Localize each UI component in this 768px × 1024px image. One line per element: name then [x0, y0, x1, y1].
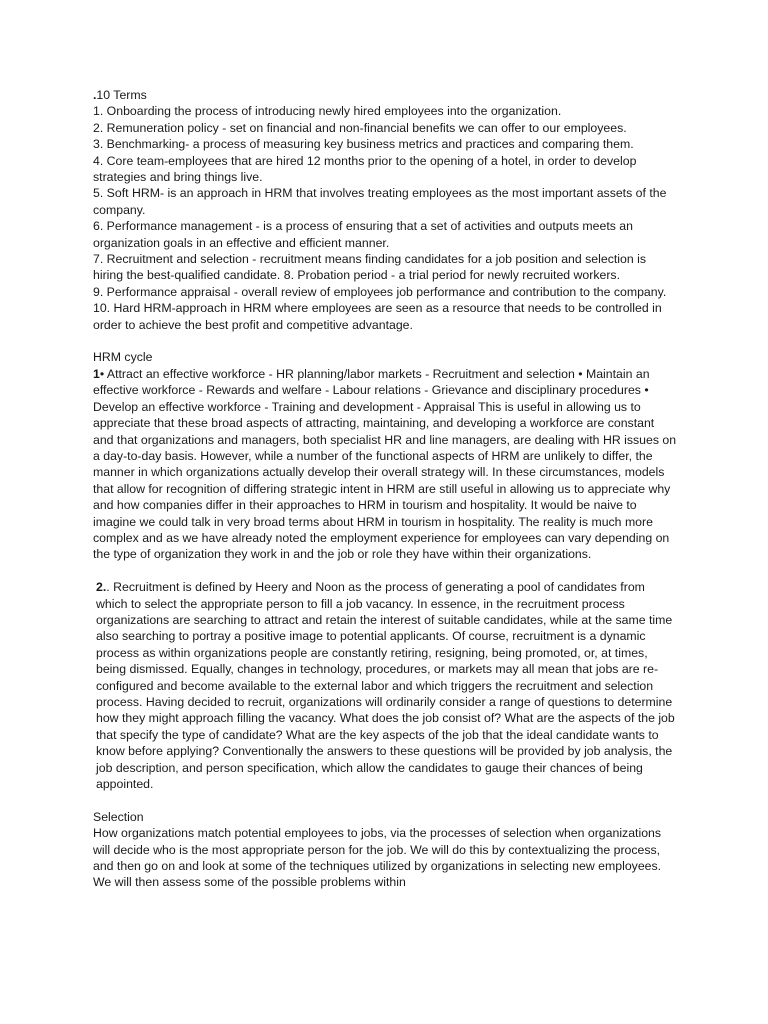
term-item: 1. Onboarding the process of introducing newly hired employees into the organization.	[93, 104, 562, 119]
selection-heading: Selection	[93, 809, 144, 824]
spacer	[93, 563, 678, 579]
spacer	[93, 792, 678, 808]
recruitment-paragraph	[93, 579, 678, 792]
term-item: 9. Performance appraisal - overall review of employees job performance and contribution to the company.	[93, 284, 667, 299]
term-item: 5. Soft HRM- is an approach in HRM that involves treating employees as the most important assets of the company.	[93, 186, 667, 217]
hrm-cycle-number: 1	[93, 366, 100, 381]
term-item: 10. Hard HRM-approach in HRM where employees are seen as a resource that needs to be controlled in order to achieve the best profit and competitive advantage.	[93, 301, 662, 332]
recruitment-text: . Recruitment is defined by Heery and Noon as the process of generating a pool of candidates from which to select the appropriate person to fill a job vacancy. In essence, in the recruitment process organizations are searching to attract and retain the interest of suitable candidates, while at the same time also searching to portray a positive image to potential applicants. Of course, recruitment is a dynamic process as within organizations people are constantly retiring, resigning, being promoted, or, at times, being dismissed. Equally, changes in technology, procedures, or markets may all mean that jobs are re-configured and become available to the external labor and which triggers the recruitment and selection process. Having decided to recruit, organizations will ordinarily consider a range of questions to determine how they might approach filling the vacancy. What does the job consist of? What are the aspects of the job that specify the type of candidate? What are the key aspects of the job that the ideal candidate wants to know before applying? Conventionally the answers to these questions will be provided by job analysis, the job description, and person specification, which allow the candidates to gauge their chances of being appointed.	[96, 580, 675, 792]
term-item: 7. Recruitment and selection - recruitment means finding candidates for a job position and selection is hiring the best-qualified candidate. 8. Probation period - a trial period for newly recruited workers.	[93, 252, 646, 283]
selection-paragraph: How organizations match potential employees to jobs, via the processes of selection when organizations will decide who is the most appropriate person for the job. We will do this by contextualizing the process, and then go on and look at some of the techniques utilized by organizations in selecting new employees. We will then assess some of the possible problems within	[93, 826, 662, 890]
term-item: 2. Remuneration policy - set on financial and non-financial benefits we can offer to our employees.	[93, 120, 627, 135]
term-item: 4. Core team-employees that are hired 12 months prior to the opening of a hotel, in order to develop strategies and bring things live.	[93, 153, 637, 185]
spacer	[93, 333, 678, 349]
terms-heading-text: 10 Terms	[96, 88, 147, 102]
term-item: 3. Benchmarking- a process of measuring key business metrics and practices and comparing them.	[93, 137, 634, 152]
terms-heading-dot: .	[93, 88, 97, 102]
hrm-cycle-text: • Attract an effective workforce - HR planning/labor markets - Recruitment and selection • Maintain an effective workforce - Rewards and welfare - Labour relations - Grievance and disciplinary procedures • Develop an effective workforce - Training and development - Appraisal This is useful in allowing us to appreciate that these broad aspects of attracting, maintaining, and developing a workforce are constant and that organizations and managers, both specialist HR and line managers, are dealing with HR issues on a day-to-day basis. However, while a number of the functional aspects of HRM are unlikely to differ, the manner in which organizations actually develop their overall strategy will. In these circumstances, models that allow for recognition of differing strategic intent in HRM are still useful in allowing us to appreciate why and how companies differ in their approaches to HRM in tourism and hospitality. It would be naive to imagine we could talk in very broad terms about HRM in tourism in hospitality. The reality is much more complex and as we have already noted the employment experience for employees can vary depending on the type of organization they work in and the job or role they have within their organizations.	[93, 366, 677, 562]
hrm-cycle-heading: HRM cycle	[93, 350, 153, 365]
recruitment-number: 2.	[96, 580, 107, 595]
document-page	[93, 87, 678, 891]
term-item: 6. Performance management - is a process of ensuring that a set of activities and outputs meets an organization goals in an effective and efficient manner.	[93, 219, 633, 250]
hrm-cycle-paragraph	[93, 366, 678, 563]
terms-heading	[93, 87, 678, 103]
